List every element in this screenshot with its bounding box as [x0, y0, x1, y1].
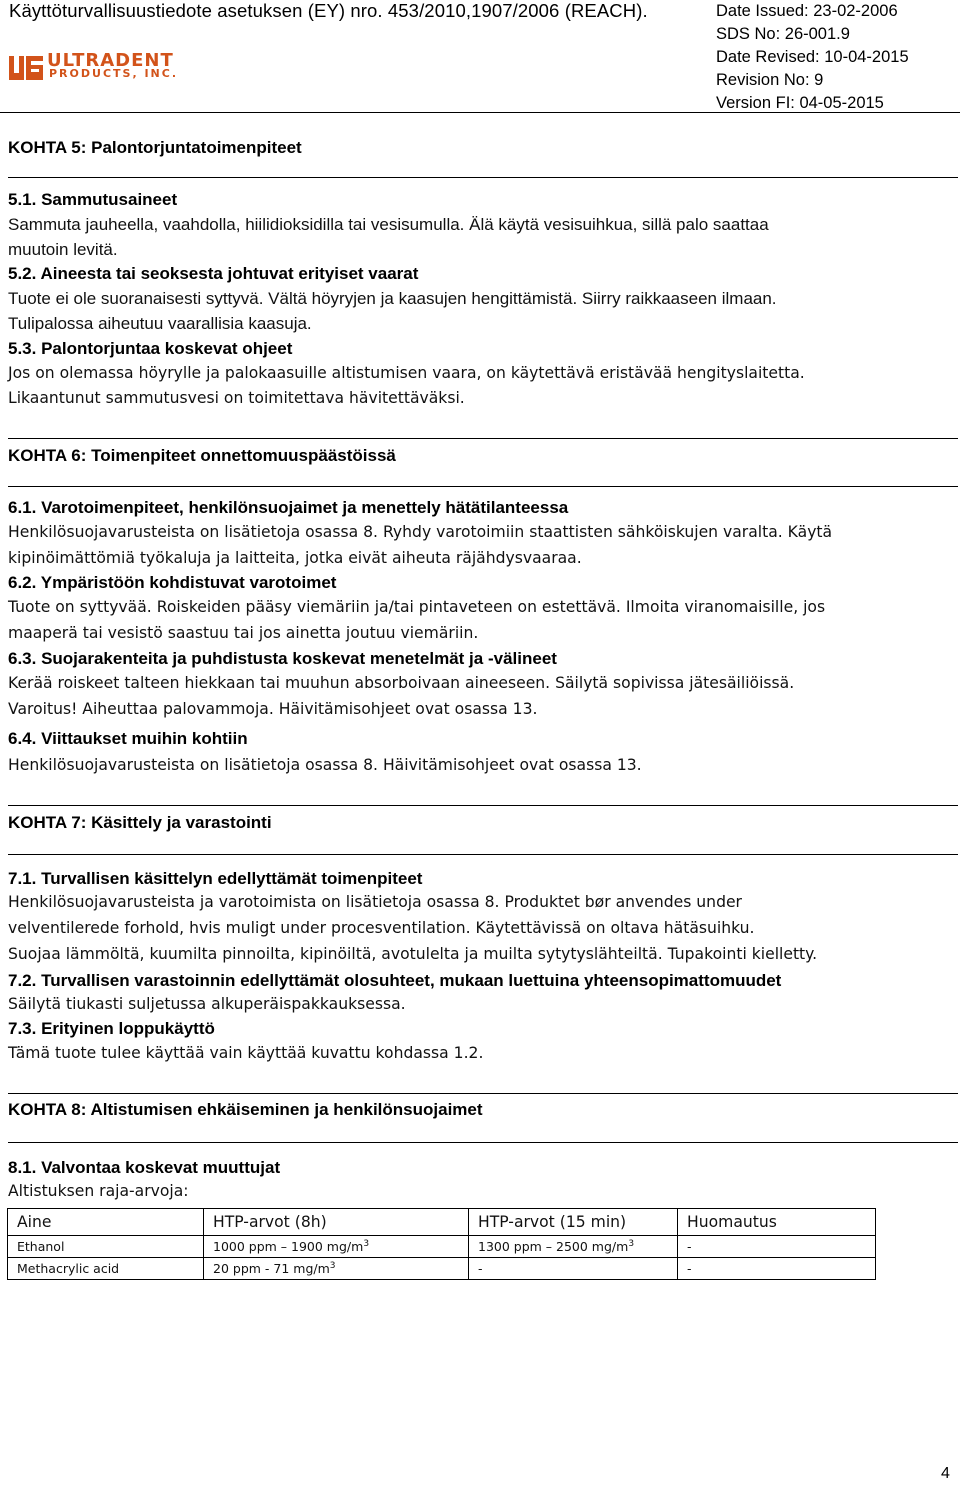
section-5-1-text: muutoin levitä. — [8, 240, 118, 259]
section-divider — [8, 486, 958, 487]
logo-text: ULTRADENT — [47, 50, 174, 71]
section-8-1-heading: 8.1. Valvontaa koskevat muuttujat — [8, 1158, 281, 1177]
page-number: 4 — [941, 1465, 950, 1482]
table-header-cell: Huomautus — [678, 1209, 876, 1236]
table-header-row — [8, 1209, 876, 1236]
table-cell-substance: Ethanol — [8, 1236, 204, 1258]
section-7-3-text: Tämä tuote tulee käyttää vain käyttää kuvattu kohdassa 1.2. — [8, 1044, 484, 1062]
section-6-3-text: Kerää roiskeet talteen hiekkaan tai muuhun absorboivaan aineeseen. Säilytä sopivissa jätesäiliöissä. — [8, 674, 795, 692]
document-meta — [716, 0, 909, 115]
section-6-1-text: Henkilösuojavarusteista on lisätietoja osassa 8. Ryhdy varotoimiin staattisten sähköiskujen varalta. Käytä — [8, 523, 833, 541]
table-header-cell: HTP-arvot (15 min) — [469, 1209, 678, 1236]
section-7-2-heading: 7.2. Turvallisen varastoinnin edellyttämät olosuhteet, mukaan luettuina yhteensopimattomuudet — [8, 971, 782, 990]
logo-mark-icon — [9, 56, 43, 80]
section-7-1-text: Suojaa lämmöltä, kuumilta pinnoilta, kipinöiltä, avotulelta ja muilta sytytyslähteiltä. Tupakointi kielletty. — [8, 945, 818, 963]
section-divider — [8, 854, 958, 855]
section-divider — [8, 805, 958, 806]
table-cell-htp-8h: 1000 ppm – 1900 $mg/m^3$ — [204, 1236, 469, 1258]
sds-number: SDS No: 26-001.9 — [716, 25, 850, 43]
section-8-1-text: Altistuksen raja-arvoja: — [8, 1182, 189, 1200]
table-row — [8, 1236, 876, 1258]
header-divider — [0, 112, 960, 113]
section-5-3-text: Likaantunut sammutusvesi on toimitettava hävitettäväksi. — [8, 389, 465, 407]
section-6-2-heading: 6.2. Ympäristöön kohdistuvat varotoimet — [8, 573, 337, 592]
section-7-1-text: Henkilösuojavarusteista ja varotoimista on lisätietoja osassa 8. Produktet bør anvendes under — [8, 893, 742, 911]
version: Version FI: 04-05-2015 — [716, 94, 884, 112]
section-5-1-text: Sammuta jauheella, vaahdolla, hiilidioksidilla tai vesisumulla. Älä käytä vesisuihkua, sillä palo saattaa — [8, 215, 769, 234]
section-7-2-text: Säilytä tiukasti suljetussa alkuperäispakkauksessa. — [8, 995, 406, 1013]
table-cell-htp-8h: 20 ppm - 71 $mg/m^3$ — [204, 1258, 469, 1280]
table-cell-substance: Methacrylic acid — [8, 1258, 204, 1280]
logo-subtext: PRODUCTS, INC. — [49, 67, 179, 80]
section-5-2-text: Tulipalossa aiheutuu vaarallisia kaasuja. — [8, 314, 312, 333]
section-5-1-heading: 5.1. Sammutusaineet — [8, 190, 178, 209]
date-revised: Date Revised: 10-04-2015 — [716, 48, 909, 66]
table-header-cell: Aine — [8, 1209, 204, 1236]
company-logo — [9, 52, 209, 82]
section-6-3-heading: 6.3. Suojarakenteita ja puhdistusta koskevat menetelmät ja -välineet — [8, 649, 557, 668]
section-6-1-text: kipinöimättömiä työkaluja ja laitteita, jotka eivät aiheuta räjähdysvaaraa. — [8, 549, 582, 567]
section-7-3-heading: 7.3. Erityinen loppukäyttö — [8, 1019, 215, 1038]
section-8-title: KOHTA 8: Altistumisen ehkäiseminen ja henkilönsuojaimet — [8, 1100, 483, 1119]
section-divider — [8, 438, 958, 439]
table-cell-htp-15min: - — [469, 1258, 678, 1280]
section-divider — [8, 1093, 958, 1094]
section-5-2-heading: 5.2. Aineesta tai seoksesta johtuvat erityiset vaarat — [8, 264, 419, 283]
section-5-3-heading: 5.3. Palontorjuntaa koskevat ohjeet — [8, 339, 293, 358]
date-issued: Date Issued: 23-02-2006 — [716, 2, 898, 20]
section-5-2-text: Tuote ei ole suoranaisesti syttyvä. Vältä höyryjen ja kaasujen hengittämistä. Siirry raikkaaseen ilmaan. — [8, 289, 777, 308]
section-6-4-heading: 6.4. Viittaukset muihin kohtiin — [8, 729, 248, 748]
section-5-title: KOHTA 5: Palontorjuntatoimenpiteet — [8, 138, 302, 157]
section-divider — [8, 1142, 958, 1143]
section-7-1-text: velventilerede forhold, hvis muligt under procesventilation. Käytettävissä on oltava hätäsuihku. — [8, 919, 755, 937]
section-7-title: KOHTA 7: Käsittely ja varastointi — [8, 813, 272, 832]
section-6-3-text: Varoitus! Aiheuttaa palovammoja. Häivitämisohjeet ovat osassa 13. — [8, 700, 538, 718]
table-cell-note: - — [678, 1258, 876, 1280]
document-title: Käyttöturvallisuustiedote asetuksen (EY) nro. 453/2010,1907/2006 (REACH). — [9, 0, 648, 21]
section-6-2-text: maaperä tai vesistö saastuu tai jos ainetta joutuu viemäriin. — [8, 624, 479, 642]
table-cell-htp-15min: 1300 ppm – 2500 $mg/m^3$ — [469, 1236, 678, 1258]
section-5-3-text: Jos on olemassa höyrylle ja palokaasuille altistumisen vaara, on käytettävä eristävää hengityslaitetta. — [8, 364, 805, 382]
section-divider — [8, 177, 958, 178]
table-header-cell: HTP-arvot (8h) — [204, 1209, 469, 1236]
table-row — [8, 1258, 876, 1280]
section-6-title: KOHTA 6: Toimenpiteet onnettomuuspäästöissä — [8, 446, 396, 465]
section-6-2-text: Tuote on syttyvää. Roiskeiden pääsy viemäriin ja/tai pintaveteen on estettävä. Ilmoita viranomaisille, jos — [8, 598, 826, 616]
section-6-4-text: Henkilösuojavarusteista on lisätietoja osassa 8. Häivitämisohjeet ovat osassa 13. — [8, 756, 642, 774]
section-7-1-heading: 7.1. Turvallisen käsittelyn edellyttämät toimenpiteet — [8, 869, 423, 888]
section-6-1-heading: 6.1. Varotoimenpiteet, henkilönsuojaimet ja menettely hätätilanteessa — [8, 498, 569, 517]
revision-number: Revision No: 9 — [716, 71, 824, 89]
exposure-limits-table — [7, 1208, 876, 1280]
table-cell-note: - — [678, 1236, 876, 1258]
